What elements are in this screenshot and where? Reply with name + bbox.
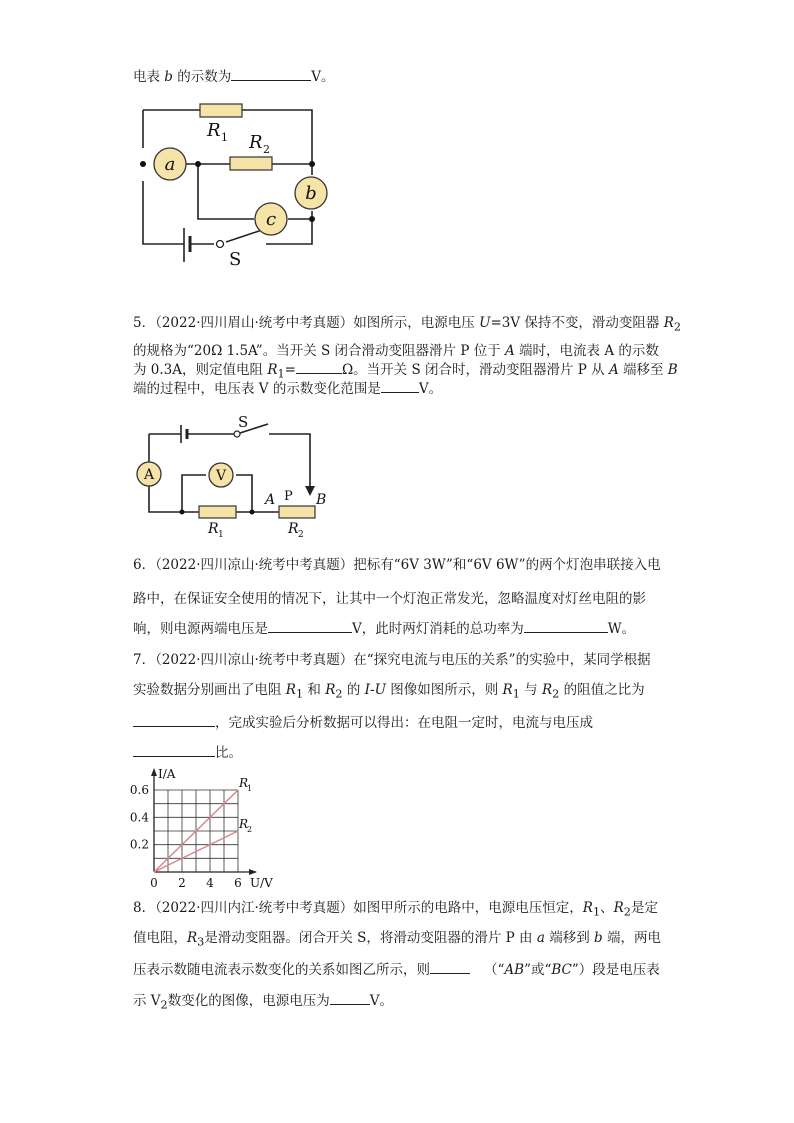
label-r2-sub: 2 bbox=[263, 143, 270, 156]
slider-p-label: P bbox=[284, 489, 293, 504]
label-r1: R bbox=[208, 521, 219, 537]
q7-text: 的阻值之比为 bbox=[559, 682, 645, 698]
x-tick-label: 6 bbox=[234, 876, 242, 890]
q7-sub: 1 bbox=[512, 687, 520, 701]
y-tick-label: 0.6 bbox=[129, 783, 149, 797]
x-axis-arrow bbox=[249, 869, 257, 875]
q5-text: = bbox=[284, 362, 296, 378]
q7-var: R bbox=[325, 682, 336, 698]
q8-text: 端移到 bbox=[544, 930, 594, 946]
y-tick-label: 0.2 bbox=[129, 837, 149, 852]
q8-text: 、 bbox=[600, 900, 614, 916]
label-r2-sub: 2 bbox=[298, 530, 304, 540]
q4-text: 电表 bbox=[133, 69, 165, 85]
voltmeter-label: V bbox=[215, 468, 227, 484]
y-axis-label: I/A bbox=[158, 767, 176, 781]
q8-text: V。 bbox=[369, 993, 393, 1009]
q7-text: 图像如图所示，则 bbox=[385, 682, 503, 698]
q7-text: ，完成实验后分析数据可以得出：在电阻一定时，电流与电压成 bbox=[215, 715, 593, 731]
q8-sub: 2 bbox=[160, 998, 168, 1012]
q8-var: BC bbox=[551, 962, 572, 978]
q5-text: 为 0.3A，则定值电阻 bbox=[133, 362, 268, 378]
q7-sub: 2 bbox=[552, 687, 560, 701]
q8-text: 端，两电 bbox=[602, 930, 661, 946]
q8-text: 是定 bbox=[630, 900, 658, 916]
q8-var: R bbox=[582, 900, 593, 916]
switch-s-label: S bbox=[238, 413, 249, 431]
q8-sub: 1 bbox=[592, 905, 601, 919]
q8-var: R bbox=[187, 930, 198, 946]
q6-text: 路中，在保证安全使用的情况下，让其中一个灯泡正常发光，忽略温度对灯丝电阻的影 bbox=[133, 591, 646, 607]
label-r1-sub: 1 bbox=[218, 530, 224, 540]
q8-var: R bbox=[613, 900, 624, 916]
q6-text: 响，则电源两端电压是 bbox=[133, 621, 268, 637]
label-r2: R bbox=[249, 132, 263, 153]
ammeter-label: A bbox=[143, 467, 155, 483]
q8-answer-blank-2[interactable] bbox=[330, 990, 370, 1005]
switch-s-label: S bbox=[229, 249, 242, 270]
q7-text: 实验数据分别画出了电阻 bbox=[133, 682, 286, 698]
q8-text: 8．（2022·四川内江·统考中考真题）如图甲所示的电路中，电源电压恒定， bbox=[133, 900, 583, 916]
q5-var-r1: R bbox=[267, 362, 278, 378]
q5-var-u: U bbox=[479, 315, 491, 331]
q4-text-mid: 的示数为 bbox=[172, 69, 232, 85]
q8-text: 压表示数随电流表示数变化的关系如图乙所示，则 bbox=[133, 962, 430, 978]
q8-var: AB bbox=[504, 962, 525, 978]
q5-text: 端时，电流表 A 的示数 bbox=[514, 343, 659, 359]
series-label-sub: 1 bbox=[247, 784, 253, 793]
end-b-label: B bbox=[316, 492, 327, 508]
q5-sub: 2 bbox=[673, 320, 682, 334]
q7-var: R bbox=[285, 682, 296, 698]
q5-text: =3V 保持不变，滑动变阻器 bbox=[490, 315, 664, 331]
q7-sub: 2 bbox=[335, 687, 343, 701]
q5-sub: 1 bbox=[277, 367, 285, 381]
q6-text: W。 bbox=[607, 621, 636, 637]
q5-text: 的规格为“20Ω 1.5A”。当开关 S 闭合滑动变阻器滑片 P 位于 bbox=[133, 343, 505, 359]
q7-sub: 1 bbox=[295, 687, 304, 701]
q5-var-a: A bbox=[505, 343, 515, 359]
x-tick-label: 2 bbox=[178, 876, 186, 890]
meter-a-label: a bbox=[164, 154, 176, 175]
q5-text: 端移至 bbox=[618, 362, 668, 378]
q8-answer-blank-1[interactable] bbox=[430, 959, 470, 974]
q8-var: b bbox=[594, 930, 603, 946]
q7-var: R bbox=[541, 682, 553, 698]
q8-text: ”）段是电压表 bbox=[571, 962, 660, 978]
q5-var-a: A bbox=[608, 362, 619, 378]
q7-text: 7．（2022·四川凉山·统考中考真题）在“探究电流与电压的关系”的实验中，某同学根据 bbox=[133, 652, 651, 668]
label-r2: R bbox=[288, 521, 299, 537]
q8-line-2 bbox=[133, 928, 661, 953]
x-tick-label: 0 bbox=[150, 876, 158, 890]
q8-text: 值电阻， bbox=[133, 930, 187, 946]
q5-text: Ω。当开关 S 闭合时，滑动变阻器滑片 P 从 bbox=[341, 362, 609, 378]
y-axis-arrow bbox=[151, 768, 157, 776]
label-r1-sub: 1 bbox=[221, 131, 228, 144]
q6-text: 6．（2022·四川凉山·统考中考真题）把标有“6V 3W”和“6V 6W”的两个灯泡串联接入电 bbox=[133, 557, 661, 573]
series-label-r2: R bbox=[239, 817, 249, 831]
q8-text: 示 V bbox=[133, 993, 161, 1009]
q4-text-suffix: V。 bbox=[311, 69, 335, 85]
q7-text: 比。 bbox=[215, 745, 242, 761]
series-label-r1: R bbox=[239, 776, 249, 790]
q7-var: R bbox=[502, 682, 513, 698]
q8-line-1 bbox=[133, 898, 658, 923]
q5-text: 5．（2022·四川眉山·统考中考真题）如图所示，电源电压 bbox=[133, 315, 480, 331]
meter-b-label: b bbox=[305, 183, 317, 204]
series-label-sub: 2 bbox=[247, 825, 253, 834]
q8-sub: 2 bbox=[623, 905, 631, 919]
q7-text: 和 bbox=[303, 682, 326, 698]
q8-text: （“ bbox=[484, 962, 505, 978]
q8-text: ”或“ bbox=[524, 962, 552, 978]
q4-var-b: b bbox=[164, 69, 173, 85]
q8-sub: 3 bbox=[197, 935, 205, 949]
meter-c-label: c bbox=[265, 209, 277, 230]
q5-text: V。 bbox=[418, 381, 443, 397]
q5-text: 端的过程中，电压表 V 的示数变化范围是 bbox=[133, 381, 381, 397]
end-a-label: A bbox=[265, 492, 276, 508]
q7-var: I-U bbox=[364, 682, 386, 698]
label-r1: R bbox=[207, 120, 221, 141]
q5-var-r: R bbox=[663, 315, 674, 331]
q6-text: V，此时两灯消耗的总功率为 bbox=[352, 621, 524, 637]
x-axis-label: U/V bbox=[250, 876, 273, 890]
q7-text: 与 bbox=[519, 682, 542, 698]
q5-var-b: B bbox=[667, 362, 678, 378]
q8-text: 数变化的图像，电源电压为 bbox=[167, 993, 330, 1009]
q8-line-3 bbox=[133, 959, 660, 980]
q7-text: 的 bbox=[342, 682, 365, 698]
y-tick-label: 0.4 bbox=[129, 810, 149, 825]
q8-text: 是滑动变阻器。闭合开关 S，将滑动变阻器的滑片 P 由 bbox=[204, 930, 537, 946]
x-tick-label: 4 bbox=[206, 876, 214, 890]
q8-line-4 bbox=[133, 990, 393, 1016]
q8-var: a bbox=[536, 930, 545, 946]
